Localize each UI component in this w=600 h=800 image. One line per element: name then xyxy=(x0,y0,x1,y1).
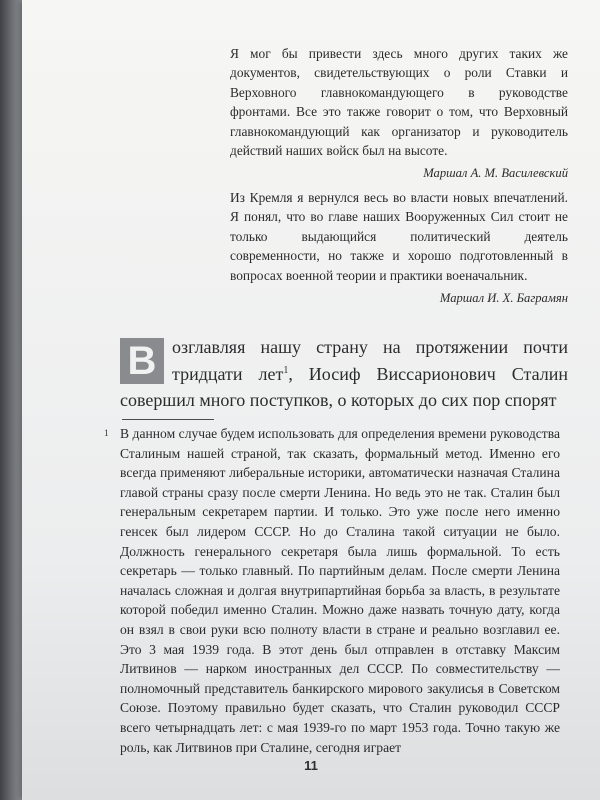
lead-text-continued: , Иосиф Виссарионович Сталин совершил много поступков, о которых до сих пор спорят xyxy=(120,363,568,410)
lead-paragraph xyxy=(120,334,568,414)
drop-cap: В xyxy=(120,338,164,384)
footnote xyxy=(104,424,560,757)
epigraph xyxy=(230,44,568,184)
footnote-text: В данном случае будем использовать для определения времени руководства Сталиным нашей страной, так сказать, формальный метод. Именно его всегда применяют либеральные историки, автоматически назначая Сталина главой страны сразу после смерти Ленина. Но ведь это не так. Сталин был генеральным секретарем партии. И только. Это уже после него именно генсек был лидером СССР. Но до Сталина такой ситуации не было. Должность генерального секретаря была лишь формальной. То есть секретарь — только главный. По партийным делам. После смерти Ленина началась сложная и долгая внутрипартийная борьба за власть, в результате которой победил именно Сталин. Можно даже назвать точную дату, когда он взял в свои руки всю полноту власти в стране и реально возглавил ее. Это 3 мая 1939 года. В этот день был отправлен в отставку Максим Литвинов — нарком иностранных дел СССР. По совместительству — полномочный представитель банкирского мирового закулисья в Советском Союзе. Поэтому правильно будет сказать, что Сталин руководил СССР всего четырнадцать лет: с мая 1939-го по март 1953 года. Точно такую же роль, как Литвинов при Сталине, сегодня играет xyxy=(120,426,560,755)
epigraph-author: Маршал А. М. Василевский xyxy=(423,166,568,181)
epigraph xyxy=(230,188,568,308)
book-page xyxy=(22,0,600,800)
page-number: 11 xyxy=(304,758,318,773)
footnote-number: 1 xyxy=(104,428,109,438)
epigraph-text: Я мог бы привести здесь много других таких же документов, свидетельствующих о роли Ставки и Верховного главнокомандующего в руководстве фронтами. Все это также говорит о том, что Верховный главнокомандующий как организатор и руководитель действий наших войск был на высоте. xyxy=(230,46,568,159)
footnote-reference[interactable]: 1 xyxy=(283,364,289,376)
footnote-divider xyxy=(122,419,214,420)
lead-text: озглавляя нашу страну на протяжении почти тридцати лет xyxy=(172,337,568,384)
epigraph-text: Из Кремля я вернулся весь во власти новых впечатлений. Я понял, что во главе наших Вооруженных Сил стоит не только выдающийся политический деятель современности, но также и хорошо подготовленный в вопросах военной теории и практики военачальник. xyxy=(230,190,568,283)
epigraph-author: Маршал И. Х. Баграмян xyxy=(439,291,568,306)
